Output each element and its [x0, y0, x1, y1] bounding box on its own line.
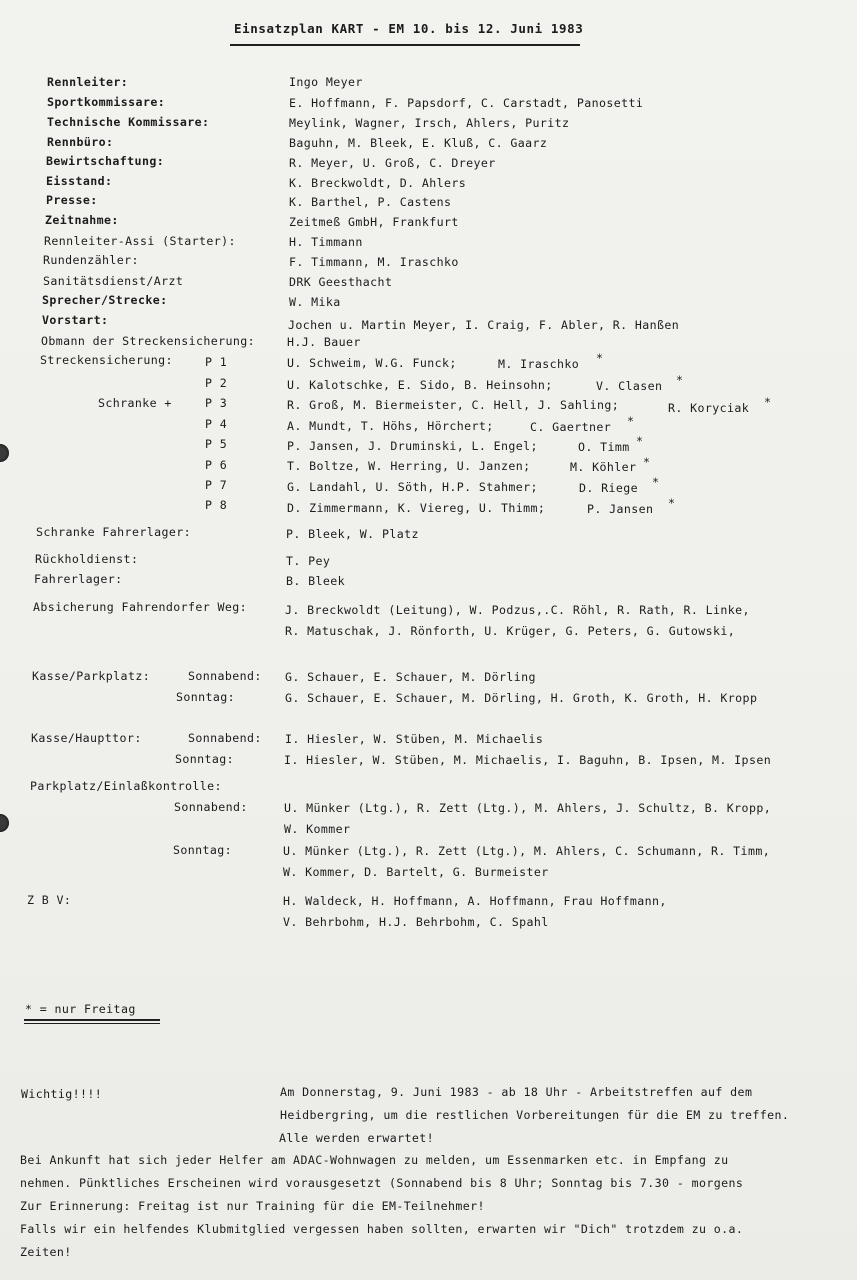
role-names: J. Breckwoldt (Leitung), W. Podzus,.C. Röhl, R. Rath, R. Linke, [285, 603, 750, 617]
role-names: R. Meyer, U. Groß, C. Dreyer [289, 156, 496, 170]
footnote-underline [24, 1019, 160, 1021]
role-names: Meylink, Wagner, Irsch, Ahlers, Puritz [289, 116, 570, 130]
post-names: A. Mundt, T. Höhs, Hörchert; [287, 419, 494, 433]
role-label: Sportkommissare: [47, 95, 166, 109]
day-label: Sonntag: [173, 843, 233, 857]
role-label: Rennleiter-Assi (Starter): [44, 234, 236, 248]
role-names: I. Hiesler, W. Stüben, M. Michaelis, I. Baguhn, B. Ipsen, M. Ipsen [284, 753, 772, 767]
role-names: W. Mika [289, 295, 341, 309]
role-names: T. Pey [286, 554, 331, 568]
punch-hole [0, 444, 9, 462]
role-names: V. Behrbohm, H.J. Behrbohm, C. Spahl [283, 915, 549, 929]
role-names: K. Breckwoldt, D. Ahlers [289, 176, 467, 190]
role-names: G. Schauer, E. Schauer, M. Dörling, H. Groth, K. Groth, H. Kropp [285, 691, 758, 705]
post-friday-names: D. Riege [579, 481, 639, 495]
role-label: Presse: [46, 193, 98, 207]
role-names: H.J. Bauer [287, 335, 361, 349]
post-friday-names: O. Timm [578, 440, 630, 454]
notice-paragraph: Zur Erinnerung: Freitag ist nur Training für die EM-Teilnehmer! [20, 1199, 485, 1213]
post-label: P 6 [205, 458, 228, 472]
day-label: Sonnabend: [188, 731, 262, 745]
punch-hole [0, 814, 9, 832]
post-friday-names: V. Clasen [596, 379, 663, 393]
role-names: F. Timmann, M. Iraschko [289, 255, 459, 269]
friday-star: * [668, 496, 676, 510]
post-label: P 1 [205, 355, 228, 369]
footnote-underline [24, 1023, 160, 1024]
post-label: P 5 [205, 437, 228, 451]
role-names: Baguhn, M. Bleek, E. Kluß, C. Gaarz [289, 136, 548, 150]
notice-paragraph: Bei Ankunft hat sich jeder Helfer am ADAC-Wohnwagen zu melden, um Essenmarken etc. in Empfang zu [20, 1153, 729, 1167]
notice-paragraph: Falls wir ein helfendes Klubmitglied vergessen haben sollten, erwarten wir "Dich" trotzdem zu o.a. [20, 1222, 744, 1236]
post-friday-names: P. Jansen [587, 502, 654, 516]
role-label: Vorstart: [42, 313, 109, 327]
friday-star: * [636, 434, 644, 448]
role-label: Absicherung Fahrendorfer Weg: [33, 600, 248, 614]
footnote: * = nur Freitag [25, 1002, 136, 1016]
friday-star: * [764, 395, 772, 409]
notice-label: Wichtig!!!! [21, 1087, 103, 1101]
day-label: Sonntag: [176, 690, 236, 704]
role-names: U. Münker (Ltg.), R. Zett (Ltg.), M. Ahlers, J. Schultz, B. Kropp, [284, 801, 772, 815]
post-friday-names: R. Koryciak [668, 401, 750, 415]
notice-line: Am Donnerstag, 9. Juni 1983 - ab 18 Uhr - Arbeitstreffen auf dem [280, 1085, 753, 1099]
role-names: Jochen u. Martin Meyer, I. Craig, F. Abler, R. Hanßen [288, 318, 680, 332]
role-names: Ingo Meyer [289, 75, 363, 89]
role-names: B. Bleek [286, 574, 346, 588]
notice-line: Heidbergring, um die restlichen Vorbereitungen für die EM zu treffen. [280, 1108, 790, 1122]
post-label: P 2 [205, 376, 228, 390]
post-names: U. Kalotschke, E. Sido, B. Heinsohn; [287, 378, 553, 392]
post-names: T. Boltze, W. Herring, U. Janzen; [287, 459, 531, 473]
post-names: U. Schweim, W.G. Funck; [287, 356, 457, 370]
role-label: Sanitätsdienst/Arzt [43, 274, 184, 288]
role-names: U. Münker (Ltg.), R. Zett (Ltg.), M. Ahlers, C. Schumann, R. Timm, [283, 844, 771, 858]
day-label: Sonnabend: [174, 800, 248, 814]
role-label: Obmann der Streckensicherung: [41, 334, 256, 348]
role-names: K. Barthel, P. Castens [289, 195, 452, 209]
friday-star: * [596, 351, 604, 365]
role-names: W. Kommer [284, 822, 351, 836]
role-label: Z B V: [27, 893, 72, 907]
role-names: DRK Geesthacht [289, 275, 393, 289]
friday-star: * [652, 475, 660, 489]
role-names: P. Bleek, W. Platz [286, 527, 419, 541]
role-label: Zeitnahme: [45, 213, 119, 227]
role-label: Rückholdienst: [35, 552, 139, 566]
title-underline [230, 44, 580, 46]
post-names: P. Jansen, J. Druminski, L. Engel; [287, 439, 538, 453]
notice-line: Alle werden erwartet! [279, 1131, 434, 1145]
role-label: Sprecher/Strecke: [42, 293, 168, 307]
role-label: Eisstand: [46, 174, 113, 188]
day-label: Sonnabend: [188, 669, 262, 683]
friday-star: * [643, 455, 651, 469]
role-label: Bewirtschaftung: [46, 154, 165, 168]
post-friday-names: M. Iraschko [498, 357, 580, 371]
role-label: Parkplatz/Einlaßkontrolle: [30, 779, 222, 793]
role-names: I. Hiesler, W. Stüben, M. Michaelis [285, 732, 544, 746]
role-names: G. Schauer, E. Schauer, M. Dörling [285, 670, 536, 684]
post-names: G. Landahl, U. Söth, H.P. Stahmer; [287, 480, 538, 494]
friday-star: * [627, 414, 635, 428]
role-label: Rennleiter: [47, 75, 129, 89]
role-names: E. Hoffmann, F. Papsdorf, C. Carstadt, Panosetti [289, 96, 644, 110]
post-names: R. Groß, M. Biermeister, C. Hell, J. Sahling; [287, 398, 620, 412]
role-label: Kasse/Haupttor: [31, 731, 142, 745]
role-label: Technische Kommissare: [47, 115, 210, 129]
role-label: Kasse/Parkplatz: [32, 669, 151, 683]
role-label: Fahrerlager: [34, 572, 123, 586]
document-title: Einsatzplan KART - EM 10. bis 12. Juni 1983 [234, 21, 584, 36]
post-friday-names: M. Köhler [570, 460, 637, 474]
role-label: Rennbüro: [47, 135, 114, 149]
role-names: R. Matuschak, J. Rönforth, U. Krüger, G. Peters, G. Gutowski, [285, 624, 736, 638]
schranke-label: Schranke + [98, 396, 172, 410]
post-label: P 3 [205, 396, 228, 410]
role-names: W. Kommer, D. Bartelt, G. Burmeister [283, 865, 549, 879]
friday-star: * [676, 373, 684, 387]
section-label: Streckensicherung: [40, 353, 173, 367]
post-label: P 4 [205, 417, 228, 431]
post-friday-names: C. Gaertner [530, 420, 612, 434]
role-names: Zeitmeß GmbH, Frankfurt [289, 215, 459, 229]
notice-paragraph: Zeiten! [20, 1245, 72, 1259]
role-names: H. Waldeck, H. Hoffmann, A. Hoffmann, Frau Hoffmann, [283, 894, 667, 908]
notice-paragraph: nehmen. Pünktliches Erscheinen wird vorausgesetzt (Sonnabend bis 8 Uhr; Sonntag bis 7.30 - morgens [20, 1176, 744, 1190]
role-names: H. Timmann [289, 235, 363, 249]
day-label: Sonntag: [175, 752, 235, 766]
role-label: Rundenzähler: [43, 253, 139, 267]
post-label: P 8 [205, 498, 228, 512]
role-label: Schranke Fahrerlager: [36, 525, 191, 539]
post-names: D. Zimmermann, K. Viereg, U. Thimm; [287, 501, 546, 515]
post-label: P 7 [205, 478, 228, 492]
